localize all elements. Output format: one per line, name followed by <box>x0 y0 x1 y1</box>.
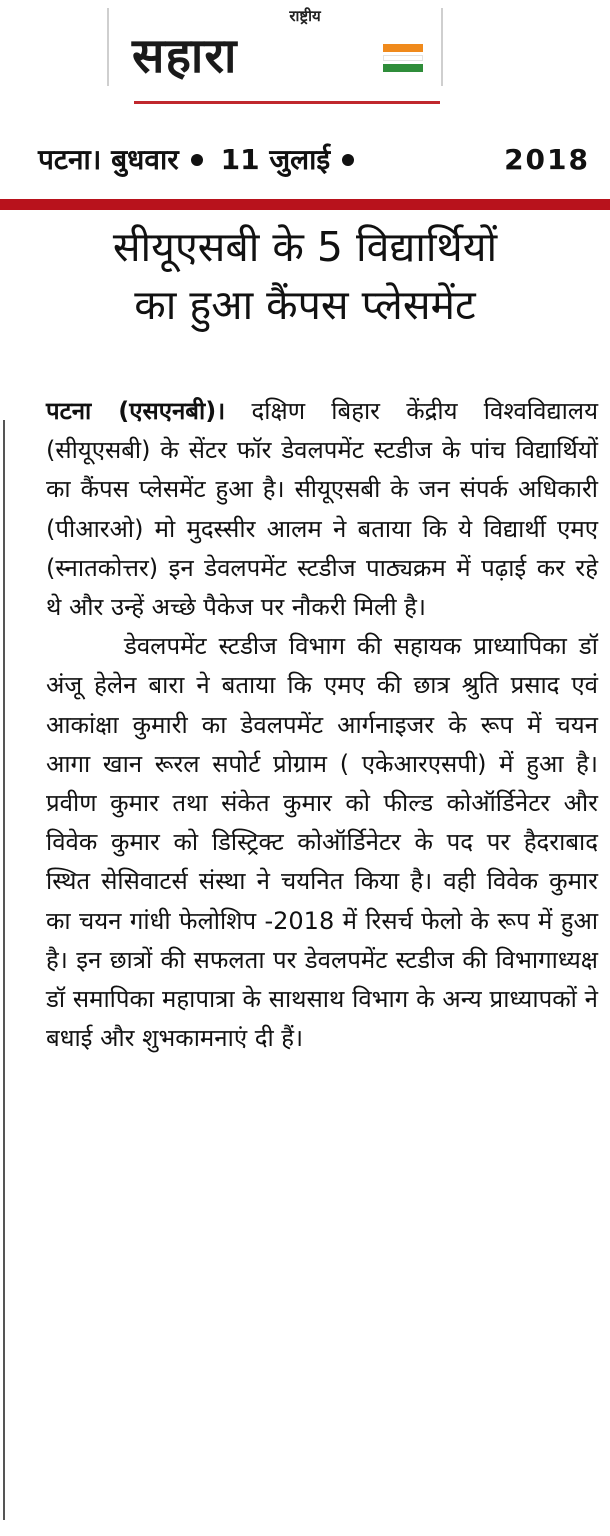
masthead-brand-logo: सहारा <box>132 28 238 84</box>
paragraph-1-text: दक्षिण बिहार केंद्रीय विश्वविद्यालय (सीयूएसबी) के सेंटर फॉर डेवलपमेंट स्टडीज के पांच विद्यार्थियों का कैंपस प्लेसमेंट हुआ है। सीयूएसबी के जन संपर्क अधिकारी (पीआरओ) मो मुदस्सीर आलम ने बताया कि ये विद्यार्थी एमए (स्नातकोत्तर) इन डेवलपमेंट स्टडीज पाठ्यक्रम में पढ़ाई कर रहे थे और उन्हें अच्छे पैकेज पर नौकरी मिली है। <box>46 397 598 622</box>
article-body <box>46 392 598 1058</box>
dateline <box>38 140 590 180</box>
column-rule <box>3 420 5 1520</box>
article-headline <box>20 218 590 334</box>
bullet-icon <box>191 154 203 166</box>
bullet-icon <box>342 154 354 166</box>
section-divider-bar <box>0 199 610 210</box>
article-paragraph-2: डेवलपमेंट स्टडीज विभाग की सहायक प्राध्यापिका डॉ अंजू हेलेन बारा ने बताया कि एमए की छात्र श्रुति प्रसाद एवं आकांक्षा कुमारी का डेवलपमेंट आर्गनाइजर के रूप में चयन आगा खान रूरल सपोर्ट प्रोग्राम ( एकेआरएसपी) में हुआ है। प्रवीण कुमार तथा संकेत कुमार को फील्ड कोऑर्डिनेटर और विवेक कुमार को डिस्ट्रिक्ट कोऑर्डिनेटर के पद पर हैदराबाद स्थित सेसिवाटर्स संस्था ने चयनित किया है। वही विवेक कुमार का चयन गांधी फेलोशिप -2018 में रिसर्च फेलो के रूप में हुआ है। इन छात्रों की सफलता पर डेवलपमेंट स्टडीज की विभागाध्यक्ष डॉ समापिका महापात्रा के साथसाथ विभाग के अन्य प्राध्यापकों ने बधाई और शुभकामनाएं दी हैं। <box>46 632 598 1053</box>
article-paragraph-1 <box>46 392 598 627</box>
dateline-year: 2018 <box>504 143 590 176</box>
masthead <box>0 0 610 108</box>
headline-line-1: सीयूएसबी के 5 विद्यार्थियों <box>112 223 498 271</box>
masthead-underline <box>134 101 440 104</box>
headline-line-2: का हुआ कैंपस प्लेसमेंट <box>134 281 476 329</box>
masthead-tagline: राष्ट्रीय <box>289 7 321 25</box>
article-byline: पटना (एसएनबी)। <box>46 397 226 425</box>
dateline-date: 11 जुलाई <box>220 143 331 176</box>
flag-icon <box>383 44 423 74</box>
dateline-city-day: पटना। बुधवार <box>38 143 179 176</box>
